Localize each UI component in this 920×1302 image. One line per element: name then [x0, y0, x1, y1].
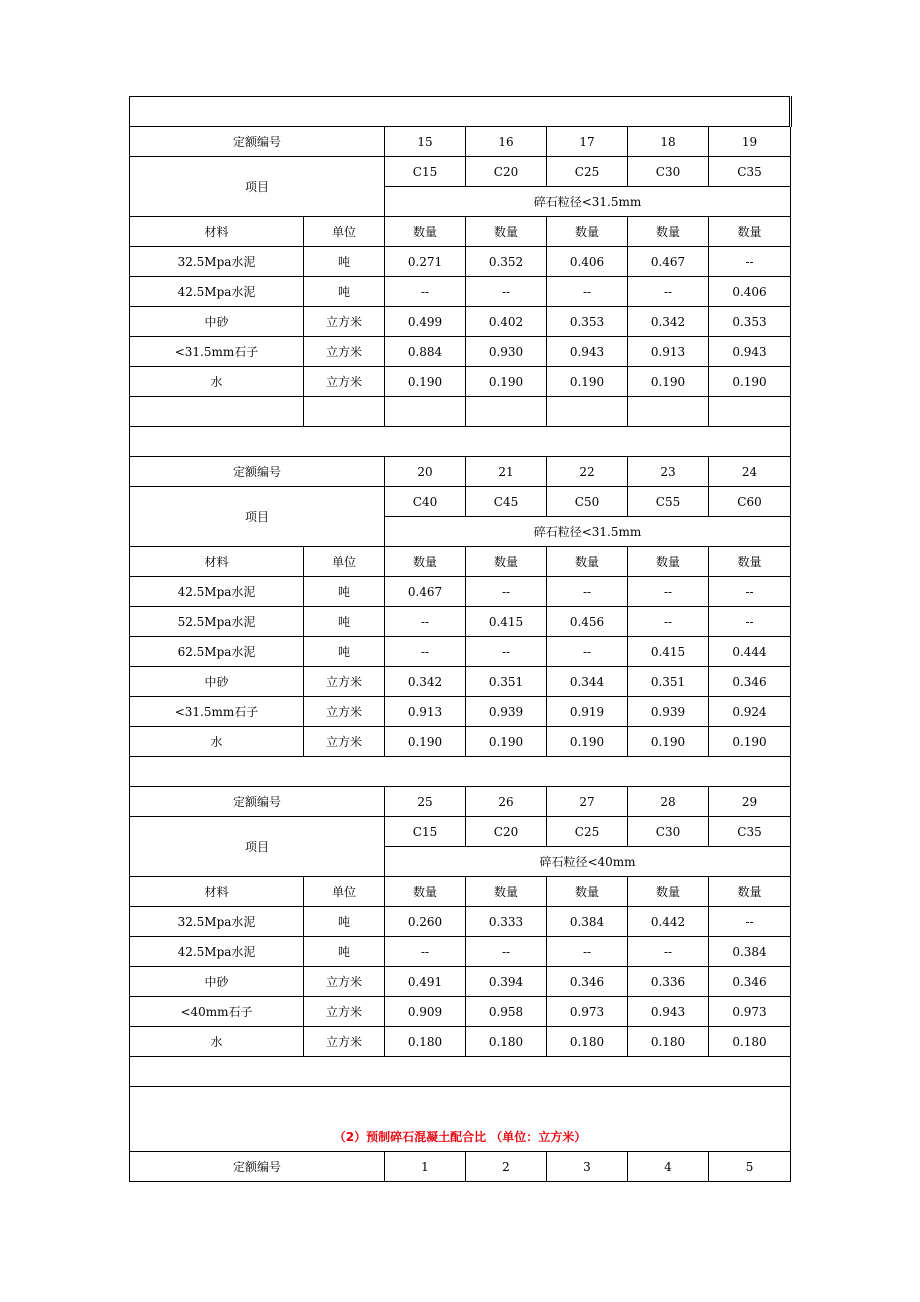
quota-code: 29 [709, 787, 791, 817]
column-header-row [130, 547, 791, 577]
quantity-value: 0.939 [628, 697, 709, 727]
material-unit: 吨 [304, 277, 385, 307]
quantity-value: -- [628, 277, 709, 307]
aggregate-spec: 碎石粒径<31.5mm [385, 517, 791, 547]
quantity-value: -- [628, 607, 709, 637]
quantity-value: 0.958 [466, 997, 547, 1027]
section-heading-row [130, 1087, 791, 1152]
separator-cell [130, 1057, 791, 1087]
material-unit: 立方米 [304, 967, 385, 997]
quantity-value: 0.406 [709, 277, 791, 307]
table-row [130, 1027, 791, 1057]
quantity-value: 0.180 [466, 1027, 547, 1057]
quantity-value: 0.180 [628, 1027, 709, 1057]
table-row [130, 907, 791, 937]
table-row [130, 607, 791, 637]
table-row [130, 367, 791, 397]
quantity-value: -- [385, 937, 466, 967]
quantity-value: 0.190 [709, 727, 791, 757]
table-row [130, 637, 791, 667]
quantity-value: 0.336 [628, 967, 709, 997]
quota-code: 3 [547, 1152, 628, 1182]
material-name: 水 [130, 727, 304, 757]
quantity-header: 数量 [709, 547, 791, 577]
quantity-value: 0.353 [547, 307, 628, 337]
quantity-value: 0.346 [547, 967, 628, 997]
concrete-grade: C50 [547, 487, 628, 517]
quota-sheet [129, 96, 790, 1182]
quota-code: 5 [709, 1152, 791, 1182]
quantity-value: 0.444 [709, 637, 791, 667]
concrete-grade: C35 [709, 157, 791, 187]
quantity-value: -- [547, 277, 628, 307]
quantity-header: 数量 [385, 217, 466, 247]
quantity-header: 数量 [385, 547, 466, 577]
item-label: 项目 [130, 487, 385, 547]
quantity-value: 0.943 [547, 337, 628, 367]
quantity-header: 数量 [547, 217, 628, 247]
empty-cell [304, 397, 385, 427]
quantity-value: -- [709, 577, 791, 607]
concrete-grade: C60 [709, 487, 791, 517]
empty-cell [466, 397, 547, 427]
quota-code: 19 [709, 127, 791, 157]
quantity-value: 0.352 [466, 247, 547, 277]
quantity-value: 0.415 [466, 607, 547, 637]
concrete-grade: C45 [466, 487, 547, 517]
empty-cell [385, 397, 466, 427]
quantity-value: 0.384 [547, 907, 628, 937]
table-row [130, 577, 791, 607]
quota-code: 25 [385, 787, 466, 817]
quota-code: 17 [547, 127, 628, 157]
code-label: 定额编号 [130, 1152, 385, 1182]
material-name: 32.5Mpa水泥 [130, 907, 304, 937]
quantity-header: 数量 [628, 877, 709, 907]
blank-cell [130, 97, 791, 127]
table-row [130, 937, 791, 967]
quantity-value: 0.973 [547, 997, 628, 1027]
table-row [130, 667, 791, 697]
material-header: 材料 [130, 877, 304, 907]
quantity-value: 0.190 [547, 727, 628, 757]
quantity-header: 数量 [466, 217, 547, 247]
unit-header: 单位 [304, 877, 385, 907]
quantity-value: 0.973 [709, 997, 791, 1027]
empty-cell [709, 397, 791, 427]
quantity-value: 0.351 [466, 667, 547, 697]
quantity-header: 数量 [709, 217, 791, 247]
code-label: 定额编号 [130, 127, 385, 157]
quota-code: 28 [628, 787, 709, 817]
quantity-value: 0.342 [385, 667, 466, 697]
aggregate-spec: 碎石粒径<40mm [385, 847, 791, 877]
separator-row [130, 1057, 791, 1087]
mix-ratio-table [129, 96, 792, 1182]
concrete-grade: C15 [385, 157, 466, 187]
empty-cell [547, 397, 628, 427]
quantity-value: 0.180 [709, 1027, 791, 1057]
quantity-value: 0.919 [547, 697, 628, 727]
quantity-header: 数量 [547, 547, 628, 577]
quota-code: 23 [628, 457, 709, 487]
material-unit: 吨 [304, 637, 385, 667]
column-header-row [130, 217, 791, 247]
quantity-value: 0.491 [385, 967, 466, 997]
quantity-header: 数量 [628, 547, 709, 577]
unit-header: 单位 [304, 547, 385, 577]
quantity-value: 0.190 [628, 367, 709, 397]
quantity-value: -- [709, 607, 791, 637]
material-unit: 立方米 [304, 307, 385, 337]
quantity-value: 0.346 [709, 967, 791, 997]
table-row [130, 337, 791, 367]
quota-code: 15 [385, 127, 466, 157]
material-name: <31.5mm石子 [130, 697, 304, 727]
quantity-value: 0.402 [466, 307, 547, 337]
quota-code: 20 [385, 457, 466, 487]
quota-code: 22 [547, 457, 628, 487]
quantity-header: 数量 [628, 217, 709, 247]
concrete-grade: C25 [547, 157, 628, 187]
quota-code: 1 [385, 1152, 466, 1182]
separator-cell [130, 427, 791, 457]
quantity-value: 0.180 [547, 1027, 628, 1057]
material-name: 中砂 [130, 667, 304, 697]
material-unit: 吨 [304, 577, 385, 607]
concrete-grade: C20 [466, 157, 547, 187]
quantity-value: 0.190 [709, 367, 791, 397]
quantity-value: -- [466, 577, 547, 607]
material-unit: 立方米 [304, 727, 385, 757]
concrete-grade: C55 [628, 487, 709, 517]
quantity-value: 0.442 [628, 907, 709, 937]
code-row [130, 457, 791, 487]
quantity-value: 0.190 [628, 727, 709, 757]
separator-row [130, 427, 791, 457]
table-row [130, 697, 791, 727]
quantity-value: 0.909 [385, 997, 466, 1027]
table-row [130, 307, 791, 337]
quantity-value: 0.884 [385, 337, 466, 367]
quantity-value: 0.939 [466, 697, 547, 727]
material-name: 水 [130, 367, 304, 397]
table-row [130, 727, 791, 757]
quantity-value: -- [709, 907, 791, 937]
concrete-grade: C35 [709, 817, 791, 847]
quantity-value: 0.260 [385, 907, 466, 937]
material-name: 42.5Mpa水泥 [130, 937, 304, 967]
aggregate-spec: 碎石粒径<31.5mm [385, 187, 791, 217]
separator-row [130, 757, 791, 787]
quantity-value: 0.930 [466, 337, 547, 367]
separator-cell [130, 757, 791, 787]
quantity-value: -- [547, 577, 628, 607]
material-name: <31.5mm石子 [130, 337, 304, 367]
quantity-value: 0.353 [709, 307, 791, 337]
quantity-value: 0.190 [385, 727, 466, 757]
grade-row [130, 487, 791, 517]
material-name: 52.5Mpa水泥 [130, 607, 304, 637]
quantity-value: 0.180 [385, 1027, 466, 1057]
quantity-value: 0.271 [385, 247, 466, 277]
quantity-value: 0.415 [628, 637, 709, 667]
material-unit: 吨 [304, 907, 385, 937]
code-label: 定额编号 [130, 787, 385, 817]
quantity-value: 0.190 [547, 367, 628, 397]
quantity-header: 数量 [709, 877, 791, 907]
concrete-grade: C20 [466, 817, 547, 847]
quantity-value: 0.190 [466, 727, 547, 757]
item-label: 项目 [130, 817, 385, 877]
concrete-grade: C40 [385, 487, 466, 517]
quantity-header: 数量 [385, 877, 466, 907]
code-row [130, 127, 791, 157]
empty-cell [628, 397, 709, 427]
material-unit: 立方米 [304, 367, 385, 397]
material-unit: 吨 [304, 247, 385, 277]
quantity-value: 0.467 [385, 577, 466, 607]
table-row [130, 967, 791, 997]
quota-code: 4 [628, 1152, 709, 1182]
material-unit: 立方米 [304, 997, 385, 1027]
quota-code: 16 [466, 127, 547, 157]
quantity-value: 0.943 [709, 337, 791, 367]
table-row [130, 247, 791, 277]
quantity-value: -- [466, 637, 547, 667]
quantity-value: 0.499 [385, 307, 466, 337]
concrete-grade: C15 [385, 817, 466, 847]
material-name: 62.5Mpa水泥 [130, 637, 304, 667]
quantity-value: 0.351 [628, 667, 709, 697]
table-row [130, 277, 791, 307]
material-name: 42.5Mpa水泥 [130, 277, 304, 307]
quantity-value: 0.913 [385, 697, 466, 727]
quantity-value: 0.456 [547, 607, 628, 637]
empty-row [130, 397, 791, 427]
quantity-value: -- [628, 577, 709, 607]
quantity-value: 0.924 [709, 697, 791, 727]
quantity-header: 数量 [547, 877, 628, 907]
empty-cell [130, 397, 304, 427]
code-row [130, 787, 791, 817]
grade-row [130, 817, 791, 847]
material-name: 42.5Mpa水泥 [130, 577, 304, 607]
quantity-value: 0.190 [385, 367, 466, 397]
material-header: 材料 [130, 547, 304, 577]
quota-code: 2 [466, 1152, 547, 1182]
quota-code: 18 [628, 127, 709, 157]
quantity-value: 0.346 [709, 667, 791, 697]
grade-row [130, 157, 791, 187]
section-title: （2）预制碎石混凝土配合比 （单位：立方米） [130, 1087, 791, 1152]
table-row [130, 997, 791, 1027]
quantity-value: 0.394 [466, 967, 547, 997]
quantity-value: 0.342 [628, 307, 709, 337]
concrete-grade: C30 [628, 157, 709, 187]
material-unit: 立方米 [304, 337, 385, 367]
quantity-value: -- [547, 637, 628, 667]
quantity-value: -- [547, 937, 628, 967]
material-unit: 立方米 [304, 697, 385, 727]
table-body [130, 97, 791, 1182]
quantity-value: 0.913 [628, 337, 709, 367]
quantity-value: -- [385, 637, 466, 667]
material-name: <40mm石子 [130, 997, 304, 1027]
quantity-value: 0.333 [466, 907, 547, 937]
quantity-header: 数量 [466, 547, 547, 577]
quantity-value: 0.406 [547, 247, 628, 277]
quota-code: 26 [466, 787, 547, 817]
code-row [130, 1152, 791, 1182]
column-header-row [130, 877, 791, 907]
material-name: 水 [130, 1027, 304, 1057]
quantity-value: 0.384 [709, 937, 791, 967]
material-unit: 吨 [304, 607, 385, 637]
quantity-header: 数量 [466, 877, 547, 907]
quota-code: 27 [547, 787, 628, 817]
quantity-value: -- [709, 247, 791, 277]
concrete-grade: C25 [547, 817, 628, 847]
top-blank-row [130, 97, 791, 127]
material-name: 中砂 [130, 307, 304, 337]
material-unit: 立方米 [304, 1027, 385, 1057]
item-label: 项目 [130, 157, 385, 217]
quantity-value: -- [466, 937, 547, 967]
concrete-grade: C30 [628, 817, 709, 847]
material-unit: 吨 [304, 937, 385, 967]
material-name: 中砂 [130, 967, 304, 997]
material-header: 材料 [130, 217, 304, 247]
quantity-value: -- [628, 937, 709, 967]
quantity-value: -- [466, 277, 547, 307]
code-label: 定额编号 [130, 457, 385, 487]
quota-code: 21 [466, 457, 547, 487]
quantity-value: -- [385, 277, 466, 307]
quantity-value: 0.190 [466, 367, 547, 397]
quantity-value: 0.467 [628, 247, 709, 277]
quantity-value: 0.943 [628, 997, 709, 1027]
unit-header: 单位 [304, 217, 385, 247]
material-unit: 立方米 [304, 667, 385, 697]
material-name: 32.5Mpa水泥 [130, 247, 304, 277]
quota-code: 24 [709, 457, 791, 487]
quantity-value: 0.344 [547, 667, 628, 697]
quantity-value: -- [385, 607, 466, 637]
